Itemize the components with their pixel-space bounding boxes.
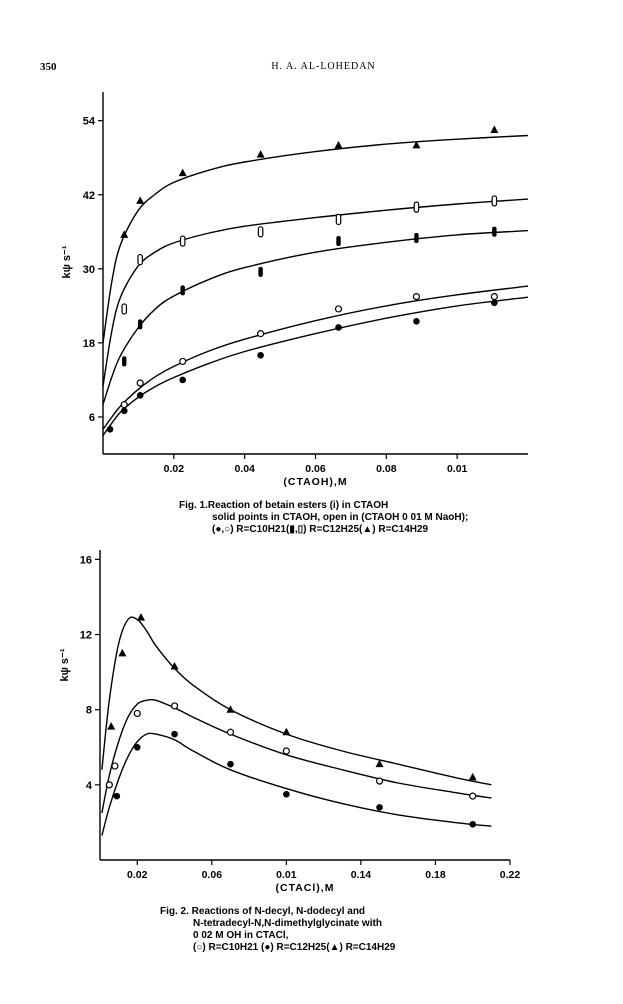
data-point-triangle-filled-0-2 (137, 613, 145, 621)
data-point-triangle-filled-0-0 (120, 230, 128, 238)
fig1-series-2 (103, 227, 528, 405)
data-point-circle-filled-4-7 (491, 299, 498, 306)
data-point-circle-filled-4-5 (335, 324, 342, 331)
figure-2-caption-line-3: 0 02 M OH in CTACl, (193, 930, 289, 941)
data-point-triangle-filled-0-7 (469, 773, 477, 781)
figure-2-caption-line-2: N-tetradecyl-N,N-dimethylglycinate with (193, 918, 382, 929)
fig1-fit-curve-3 (103, 286, 528, 429)
running-head: H. A. AL-LOHEDAN (271, 61, 376, 72)
fig1-series-0 (103, 125, 528, 342)
data-point-circle-filled-2-2 (171, 731, 178, 738)
data-point-bar-open-1-1 (138, 255, 142, 265)
data-point-bar-filled-2-1 (138, 319, 142, 329)
data-point-bar-open-1-2 (180, 236, 184, 246)
data-point-circle-filled-2-3 (227, 761, 234, 768)
data-point-bar-open-1-5 (414, 202, 418, 212)
fig1-series-3 (103, 286, 528, 429)
figure-1-caption-line-2: solid points in CTAOH, open in (CTAOH 0 01 M NaoH); (212, 512, 469, 523)
page-number: 350 (40, 61, 57, 73)
data-point-triangle-filled-0-1 (118, 649, 126, 657)
data-point-triangle-filled-0-4 (226, 705, 234, 713)
data-point-circle-filled-4-2 (137, 392, 144, 399)
data-point-circle-open-1-7 (470, 793, 476, 799)
data-point-circle-open-3-6 (491, 294, 497, 300)
fig1-x-tick-label-2: 0.06 (305, 463, 326, 475)
data-point-circle-open-1-0 (106, 782, 112, 788)
fig1-series-4 (103, 297, 528, 435)
fig2-x-tick-label-0: 0.02 (127, 869, 148, 881)
data-point-bar-open-1-3 (258, 227, 262, 237)
fig2-y-tick-label-3: 16 (79, 554, 92, 567)
data-point-bar-open-1-0 (122, 304, 126, 314)
data-point-bar-open-1-6 (492, 196, 496, 206)
data-point-circle-open-1-2 (134, 710, 140, 716)
data-point-circle-filled-2-6 (469, 821, 476, 828)
fig1-x-axis-label: (CTAOH),M (283, 476, 348, 488)
fig2-x-tick-label-5: 0.22 (499, 869, 521, 881)
data-point-circle-filled-2-1 (134, 744, 141, 751)
fig2-y-tick-label-2: 12 (79, 629, 92, 642)
data-point-circle-open-1-5 (283, 748, 289, 754)
figure-2-caption-line-1: Fig. 2. Reactions of N-decyl, N-dodecyl and (160, 906, 366, 917)
data-point-circle-open-1-3 (172, 703, 178, 709)
fig2-y-tick-label-0: 4 (85, 779, 92, 792)
fig1-y-tick-label-4: 54 (82, 115, 95, 128)
fig1-x-tick-label-1: 0.04 (234, 463, 255, 475)
fig2-x-tick-label-3: 0.14 (350, 869, 372, 881)
fig1-x-tick-label-0: 0.02 (163, 463, 185, 475)
data-point-triangle-filled-0-0 (107, 722, 115, 730)
fig2-fit-curve-2 (102, 733, 492, 835)
data-point-circle-open-1-6 (377, 778, 383, 784)
data-point-circle-filled-2-5 (376, 804, 383, 811)
fig2-series-1 (102, 700, 492, 813)
fig1-y-axis-label: kψ s⁻¹ (61, 245, 73, 279)
data-point-triangle-filled-0-5 (412, 141, 420, 149)
fig1-x-tick-label-4: 0.01 (446, 463, 468, 475)
data-point-circle-filled-4-4 (257, 352, 264, 359)
data-point-triangle-filled-0-3 (171, 662, 179, 670)
data-point-bar-open-1-4 (336, 214, 340, 224)
data-point-bar-filled-2-0 (122, 356, 126, 366)
data-point-circle-open-3-3 (258, 331, 264, 337)
fig1-series-1 (103, 196, 528, 386)
data-point-circle-open-3-4 (336, 306, 342, 312)
data-point-triangle-filled-0-1 (136, 196, 144, 204)
fig2-y-tick-label-1: 8 (85, 704, 92, 717)
fig2-fit-curve-0 (102, 617, 492, 785)
data-point-triangle-filled-0-3 (257, 150, 265, 158)
fig2-fit-curve-1 (102, 700, 492, 813)
fig1-y-tick-label-3: 42 (82, 189, 95, 202)
data-point-triangle-filled-0-6 (376, 760, 384, 768)
fig2-x-tick-label-2: 0.01 (276, 869, 297, 881)
data-point-circle-open-3-5 (413, 294, 419, 300)
data-point-triangle-filled-0-2 (179, 169, 187, 177)
fig2-series-0 (102, 613, 492, 785)
data-point-circle-filled-4-6 (413, 318, 420, 325)
fig1-y-tick-label-0: 6 (88, 411, 95, 424)
fig2-y-axis-label: kψ s⁻¹ (59, 648, 71, 682)
fig2-x-tick-label-4: 0.18 (425, 869, 446, 881)
data-point-bar-filled-2-2 (180, 285, 184, 295)
fig2-x-tick-label-1: 0.06 (201, 869, 223, 881)
figure-2-caption-line-4: (○) R=C10H21 (●) R=C12H25(▲) R=C14H29 (193, 942, 396, 953)
figure-1-caption-line-1: Fig. 1.Reaction of betain esters (i) in CTAOH (179, 500, 389, 511)
data-point-triangle-filled-0-6 (490, 125, 498, 133)
fig1-fit-curve-2 (103, 231, 528, 405)
fig2-x-axis-label: (CTACl),M (275, 882, 335, 894)
data-point-triangle-filled-0-4 (335, 141, 343, 149)
data-point-bar-filled-2-4 (336, 236, 340, 246)
fig1-fit-curve-0 (103, 136, 528, 343)
fig1-y-tick-label-2: 30 (82, 263, 95, 276)
fig1-y-tick-label-1: 18 (82, 337, 95, 350)
data-point-circle-filled-2-4 (283, 791, 290, 798)
data-point-bar-filled-2-3 (258, 267, 262, 277)
data-point-circle-open-3-1 (137, 380, 143, 386)
fig1-fit-curve-1 (103, 199, 528, 386)
data-point-circle-filled-4-3 (179, 377, 186, 384)
data-point-bar-filled-2-6 (492, 227, 496, 237)
data-point-circle-filled-4-0 (107, 426, 114, 433)
figure-1-caption (179, 500, 468, 536)
figure-1-caption-line-3: (●,○) R=C10H21(▮,▯) R=C12H25(▲) R=C14H29 (212, 524, 429, 535)
figure-2-caption (160, 906, 395, 954)
data-point-circle-filled-2-0 (113, 793, 120, 800)
fig1-fit-curve-4 (103, 297, 528, 435)
data-point-circle-open-3-2 (180, 358, 186, 364)
data-point-bar-filled-2-5 (414, 233, 418, 243)
data-point-circle-open-3-0 (121, 402, 127, 408)
data-point-circle-open-1-4 (227, 729, 233, 735)
data-point-triangle-filled-0-5 (282, 728, 290, 736)
fig2-series-2 (102, 731, 492, 836)
fig1-x-tick-label-3: 0.08 (376, 463, 397, 475)
data-point-circle-open-1-1 (112, 763, 118, 769)
data-point-circle-filled-4-1 (121, 407, 128, 414)
